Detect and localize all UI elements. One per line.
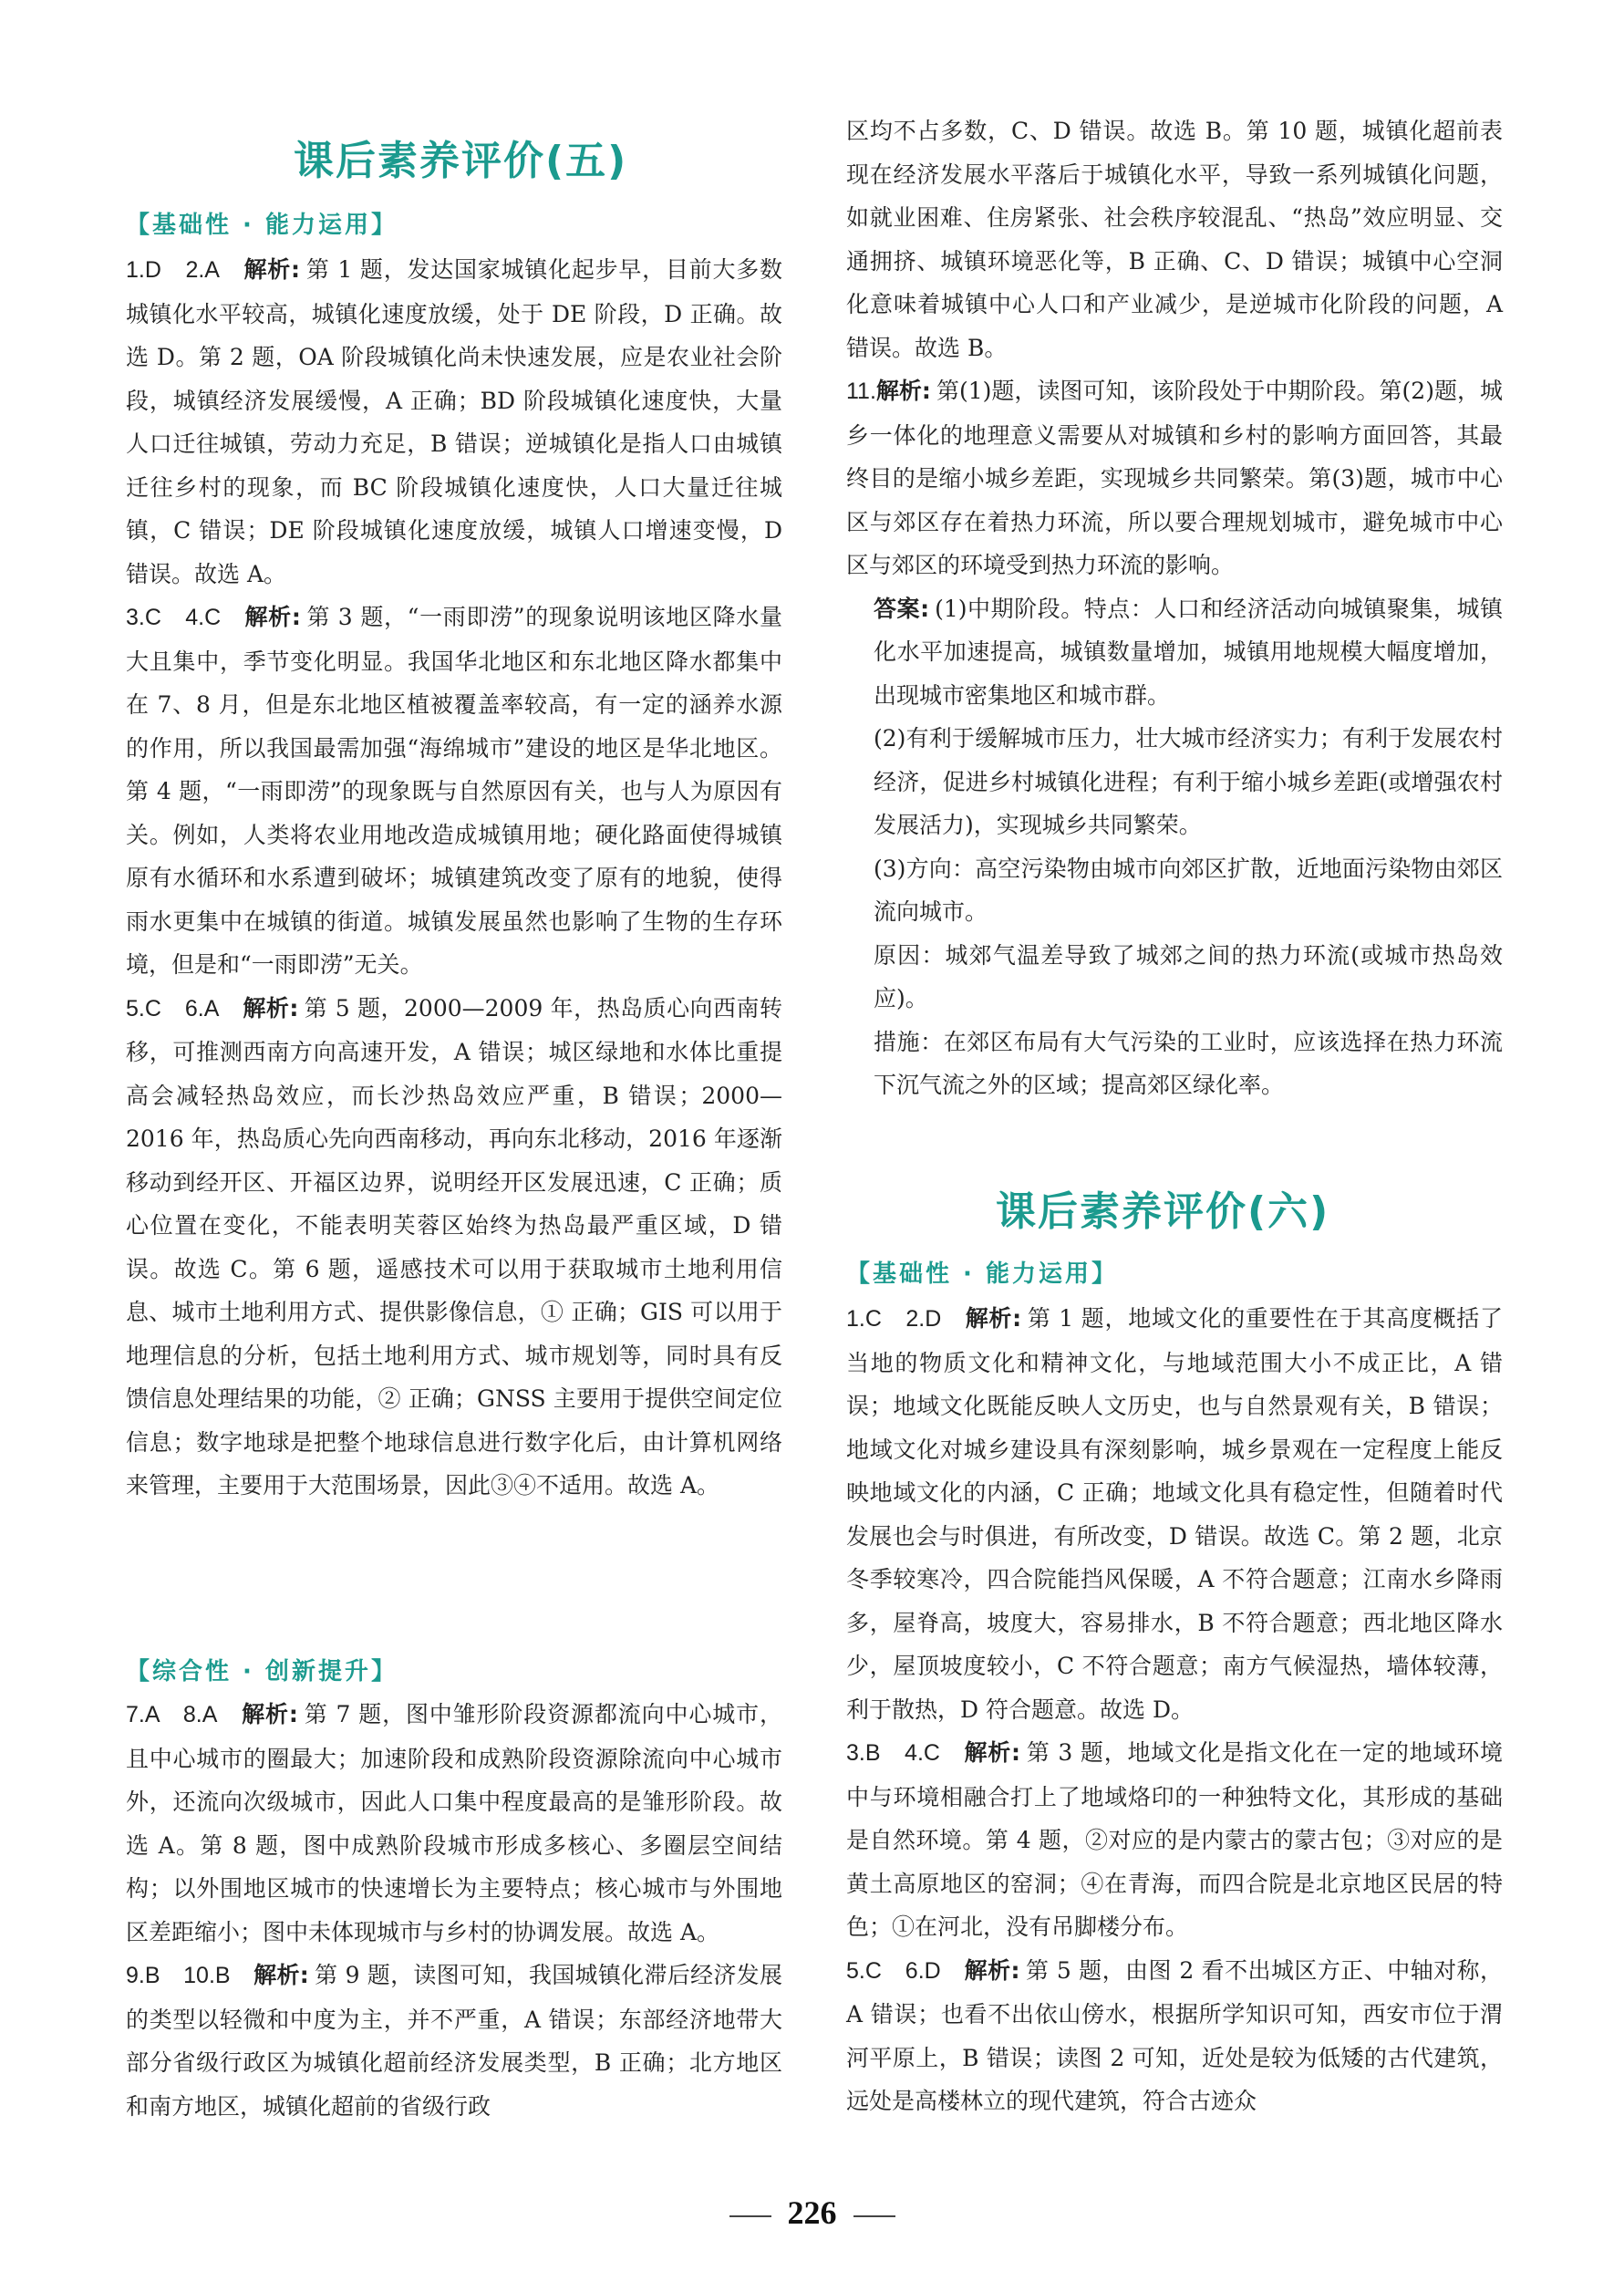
analysis-text: 第 1 题，地域文化的重要性在于其高度概括了当地的物质文化和精神文化，与地域范围大小不成正比，A 错误；地域文化既能反映人文历史，也与自然景观有关，B 错误；地域文化对城乡建设具有深刻影响，城乡景观在一定程度上能反映地域文化的内涵，C 正确；地域文化具有稳定性，但随着时代发展也会与时俱进，有所改变，D 错误。故选 C。第 2 题，北京冬季较寒冷，四合院能挡风保暖，A 不符合题意；江南水乡降雨多，屋脊高，坡度大，容易排水，B 不符合题意；西北地区降水少，屋顶坡度较小，C 不符合题意；南方气候湿热，墙体较薄，利于散热，D 符合题意。故选 D。	[846, 1305, 1503, 1723]
answer-part-5: 措施：在郊区布局有大气污染的工业时，应该选择在热力环流下沉气流之外的区域；提高郊区绿化率。	[874, 1028, 1503, 1098]
section5-right-column	[846, 109, 1503, 1107]
answer-number: 1.C 2.D	[846, 1306, 942, 1332]
section5-title: 课后素养评价(五)	[294, 138, 628, 184]
analysis-text-part2: 区均不占多数，C、D 错误。故选 B。第 10 题，城镇化超前表现在经济发展水平落后于城镇化水平，导致一系列城镇化问题，如就业困难、住房紧张、社会秩序较混乱、“热岛”效应明显、交通拥挤、城镇环境恶化等，B 正确、C、D 错误；城镇中心空洞化意味着城镇中心人口和产业减少，是逆城市化阶段的问题，A 错误。故选 B。	[846, 118, 1503, 361]
answer-block	[846, 587, 1503, 1107]
answer-number: 3.B 4.C	[846, 1740, 940, 1766]
answer-number: 9.B 10.B	[126, 1963, 231, 1988]
section5-left-column	[126, 248, 782, 1508]
analysis-tag: 解析:	[243, 256, 301, 283]
answer-item-11	[846, 369, 1503, 587]
analysis-text: 第 7 题，图中雏形阶段资源都流向中心城市，且中心城市的圈最大；加速阶段和成熟阶段资源除流向中心城市外，还流向次级城市，因此人口集中程度最高的是雏形阶段。故选 A。第 8 题，图中成熟阶段城市形成多核心、多圈层空间结构；以外围地区城市的快速增长为主要特点；核心城市与外围地区差距缩小；图中未体现城市与乡村的协调发展。故选 A。	[126, 1701, 783, 1945]
section6-title: 课后素养评价(六)	[996, 1188, 1330, 1235]
analysis-tag: 解析:	[964, 1956, 1020, 1984]
answer-number: 11.	[846, 379, 876, 404]
answer-number: 7.A 8.A	[126, 1702, 218, 1727]
section6-right-column	[846, 1297, 1503, 2123]
analysis-tag: 解析:	[875, 378, 931, 404]
answer-number: 1.D 2.A	[126, 257, 220, 283]
answer-number: 3.C 4.C	[126, 605, 222, 630]
section5-basic-header: 【基础性 · 能力运用】	[126, 212, 398, 239]
answer-part-3: (3)方向：高空污染物由城市向郊区扩散，近地面污染物由郊区流向城市。	[874, 855, 1503, 925]
page-footer	[0, 2193, 1624, 2232]
footer-dash-left	[729, 2215, 771, 2217]
analysis-tag: 解析:	[964, 1739, 1021, 1766]
answer-item-5-6	[126, 987, 782, 1508]
answer-item-9-10	[126, 1954, 782, 2128]
answer-item-7-8	[126, 1693, 782, 1954]
section5-left-column-lower	[126, 1693, 782, 2128]
analysis-text: 第 5 题，由图 2 看不出城区方正、中轴对称，A 错误；也看不出依山傍水，根据所学知识可知，西安市位于渭河平原上，B 错误；读图 2 可知，近处是较为低矮的古代建筑，远处是高楼林立的现代建筑，符合古迹众	[846, 1956, 1504, 2114]
analysis-text: 第 3 题，“一雨即涝”的现象说明该地区降水量大且集中，季节变化明显。我国华北地区和东北地区降水都集中在 7、8 月，但是东北地区植被覆盖率较高，有一定的涵养水源的作用，所以我国最需加强“海绵城市”建设的地区是华北地区。第 4 题，“一雨即涝”的现象既与自然原因有关，也与人为原因有关。例如，人类将农业用地改造成城镇用地；硬化路面使得城镇原有水循环和水系遭到破坏；城镇建筑改变了原有的地貌，使得雨水更集中在城镇的街道。城镇发展虽然也影响了生物的生存环境，但是和“一雨即涝”无关。	[126, 604, 782, 978]
analysis-tag: 解析:	[253, 1962, 309, 1988]
answer-tag: 答案:	[874, 595, 930, 622]
answer-item-5-6	[846, 1949, 1503, 2123]
answer-item-3-4	[126, 596, 782, 987]
analysis-tag: 解析:	[244, 604, 301, 630]
section5-comprehensive-header: 【综合性 · 创新提升】	[126, 1658, 398, 1685]
answer-number: 5.C 6.A	[126, 995, 220, 1022]
analysis-text: 第 1 题，发达国家城镇化起步早，目前大多数城镇化水平较高，城镇化速度放缓，处于 DE 阶段，D 正确。故选 D。第 2 题，OA 阶段城镇化尚未快速发展，应是农业社会阶段，城镇经济发展缓慢，A 正确；BD 阶段城镇化速度快，大量人口迁往城镇，劳动力充足，B 错误；逆城镇化是指人口由城镇迁往乡村的现象，而 BC 阶段城镇化速度快，人口大量迁往城镇，C 错误；DE 阶段城镇化速度放缓，城镇人口增速变慢，D 错误。故选 A。	[126, 256, 782, 587]
answer-item-1-2	[846, 1297, 1503, 1731]
answer-part-4: 原因：城郊气温差导致了城郊之间的热力环流(或城市热岛效应)。	[874, 941, 1503, 1011]
analysis-text: 第(1)题，读图可知，该阶段处于中期阶段。第(2)题，城乡一体化的地理意义需要从对城镇和乡村的影响方面回答，其最终目的是缩小城乡差距，实现城乡共同繁荣。第(3)题，城市中心区与郊区存在着热力环流，所以要合理规划城市，避免城市中心区与郊区的环境受到热力环流的影响。	[846, 378, 1504, 578]
answer-part-2: (2)有利于缓解城市压力，壮大城市经济实力；有利于发展农村经济，促进乡村城镇化进程；有利于缩小城乡差距(或增强农村发展活力)，实现城乡共同繁荣。	[874, 725, 1503, 838]
answer-part-1: (1)中期阶段。特点：人口和经济活动向城镇聚集，城镇化水平加速提高，城镇数量增加，城镇用地规模大幅度增加，出现城市密集地区和城市群。	[874, 595, 1504, 709]
section6-basic-header: 【基础性 · 能力运用】	[846, 1260, 1118, 1288]
analysis-tag: 解析:	[243, 994, 299, 1022]
answer-number: 5.C 6.D	[846, 1957, 941, 1984]
answer-item-1-2	[126, 248, 782, 596]
analysis-text: 第 3 题，地域文化是指文化在一定的地域环境中与环境相融合打上了地域烙印的一种独特文化，其形成的基础是自然环境。第 4 题，②对应的是内蒙古的蒙古包；③对应的是黄土高原地区的窑洞；④在青海，而四合院是北京地区民居的特色；①在河北，没有吊脚楼分布。	[846, 1739, 1503, 1940]
page-number: 226	[787, 2194, 837, 2231]
analysis-tag: 解析:	[242, 1701, 298, 1727]
analysis-text: 第 5 题，2000—2009 年，热岛质心向西南转移，可推测西南方向高速开发，A 错误；城区绿地和水体比重提高会减轻热岛效应，而长沙热岛效应严重，B 错误；2000—2016 年，热岛质心先向西南移动，再向东北移动，2016 年逐渐移动到经开区、开福区边界，说明经开区发展迅速，C 正确；质心位置在变化，不能表明芙蓉区始终为热岛最严重区域，D 错误。故选 C。第 6 题，遥感技术可以用于获取城市土地利用信息、城市土地利用方式、提供影像信息，① 正确；GIS 可以用于地理信息的分析，包括土地利用方式、城市规划等，同时具有反馈信息处理结果的功能，② 正确；GNSS 主要用于提供空间定位信息；数字地球是把整个地球信息进行数字化后，由计算机网络来管理，主要用于大范围场景，因此③④不适用。故选 A。	[126, 994, 782, 1499]
analysis-tag: 解析:	[965, 1305, 1022, 1332]
footer-dash-right	[853, 2215, 895, 2217]
answer-item-3-4	[846, 1731, 1503, 1949]
analysis-text-part1: 第 9 题，读图可知，我国城镇化滞后经济发展的类型以轻微和中度为主，并不严重，A 错误；东部经济地带大部分省级行政区为城镇化超前经济发展类型，B 正确；北方地区和南方地区，城镇化超前的省级行政	[126, 1962, 782, 2120]
